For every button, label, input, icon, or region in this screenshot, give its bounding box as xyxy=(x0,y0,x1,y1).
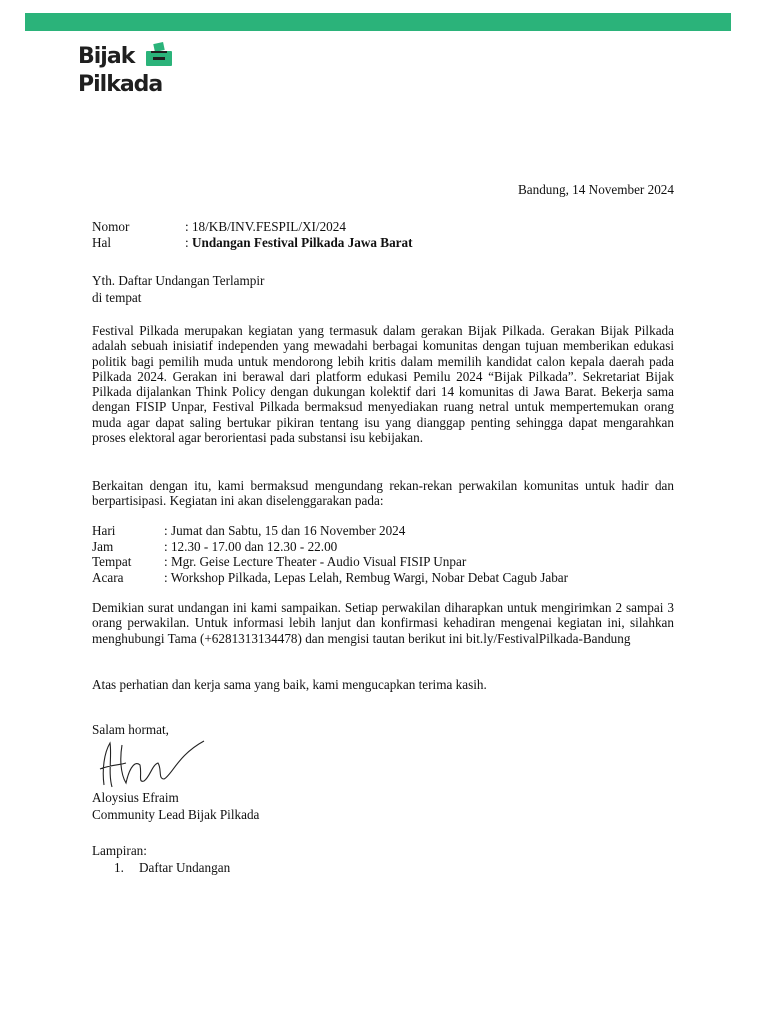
event-detail-row xyxy=(92,570,568,586)
recipient-location: di tempat xyxy=(92,290,142,305)
header-accent-bar xyxy=(25,13,731,31)
detail-label: Jam xyxy=(92,538,114,554)
handwritten-signature xyxy=(92,735,212,795)
signer-title: Community Lead Bijak Pilkada xyxy=(92,807,260,822)
logo-word-line2: Pilkada xyxy=(78,72,163,97)
subject-value: Undangan Festival Pilkada Jawa Barat xyxy=(191,235,413,250)
attachment-item xyxy=(92,859,230,876)
detail-value: : Workshop Pilkada, Lepas Lelah, Rembug Wargi, Nobar Debat Cagub Jabar xyxy=(164,569,569,585)
body-paragraph-4: Atas perhatian dan kerja sama yang baik, kami mengucapkan terima kasih. xyxy=(92,677,487,692)
closing-salutation: Salam hormat, xyxy=(92,722,169,737)
detail-value: : Mgr. Geise Lecture Theater - Audio Visual FISIP Unpar xyxy=(164,554,467,570)
body-paragraph-2: Berkaitan dengan itu, kami bermaksud mengundang rekan-rekan perwakilan komunitas untuk hadir dan berpartisipasi. Kegiatan ini akan diselenggarakan pada: xyxy=(92,478,674,509)
hal-label: Hal xyxy=(92,235,112,250)
event-detail-row xyxy=(92,523,568,539)
attachment-text: Daftar Undangan xyxy=(139,860,231,875)
signer-name: Aloysius Efraim xyxy=(92,790,179,805)
body-paragraph-3: Demikian surat undangan ini kami sampaikan. Setiap perwakilan diharapkan untuk mengirimkan 2 sampai 3 orang perwakilan. Untuk informasi lebih lanjut dan konfirmasi kehadiran mengenai kegiatan ini, silahkan menghubungi Tama (+6281313134478) dan mengisi tautan berikut ini bit.ly/FestivalPilkada-Bandung xyxy=(92,600,674,646)
attachment-heading: Lampiran: xyxy=(92,843,147,858)
bijak-pilkada-logo xyxy=(78,42,178,100)
recipient-line: Yth. Daftar Undangan Terlampir xyxy=(92,273,265,288)
detail-label: Hari xyxy=(92,523,116,538)
attachment-section xyxy=(92,842,230,876)
detail-value: : Jumat dan Sabtu, 15 dan 16 November 2024 xyxy=(164,523,406,538)
subject-row xyxy=(92,235,413,251)
signer-block xyxy=(92,789,259,823)
reference-number-row xyxy=(92,219,346,235)
attachment-number: 1. xyxy=(114,860,124,875)
detail-value: : 12.30 - 17.00 dan 12.30 - 22.00 xyxy=(164,538,338,554)
event-detail-row xyxy=(92,554,568,570)
detail-label: Tempat xyxy=(92,554,132,570)
letter-date: Bandung, 14 November 2024 xyxy=(517,182,674,197)
nomor-label: Nomor xyxy=(92,219,130,234)
body-paragraph-1: Festival Pilkada merupakan kegiatan yang termasuk dalam gerakan Bijak Pilkada. Gerakan Bijak Pilkada adalah sebuah inisiatif independen yang mewadahi berbagai komunitas dengan tujuan memberikan edukasi politik bagi pemilih muda untuk mendorong lebih kritis dalam memilih kandidat calon kepala daerah pada Pilkada 2024. Gerakan ini berawal dari platform edukasi Pemilu 2024 “Bijak Pilkada”. Sekretariat Bijak Pilkada dijalankan Think Policy dengan dukungan kolektif dari 14 komunitas di Jawa Barat. Bekerja sama dengan FISIP Unpar, Festival Pilkada bermaksud menyediakan ruang netral untuk mempertemukan orang muda agar dapat saling bertukar pikiran tentang isu yang dianggap penting sehingga dapat mengarahkan proses elektoral agar berorientasi pada substansi isu kebijakan. xyxy=(92,323,674,446)
recipient-block xyxy=(92,272,264,306)
hal-colon: : xyxy=(185,235,192,250)
event-details xyxy=(92,523,568,585)
event-detail-row xyxy=(92,539,568,555)
ballot-box-icon xyxy=(144,42,174,68)
nomor-value: : 18/KB/INV.FESPIL/XI/2024 xyxy=(185,219,346,234)
logo-word-line1: Bijak xyxy=(78,44,135,69)
detail-label: Acara xyxy=(92,569,124,585)
